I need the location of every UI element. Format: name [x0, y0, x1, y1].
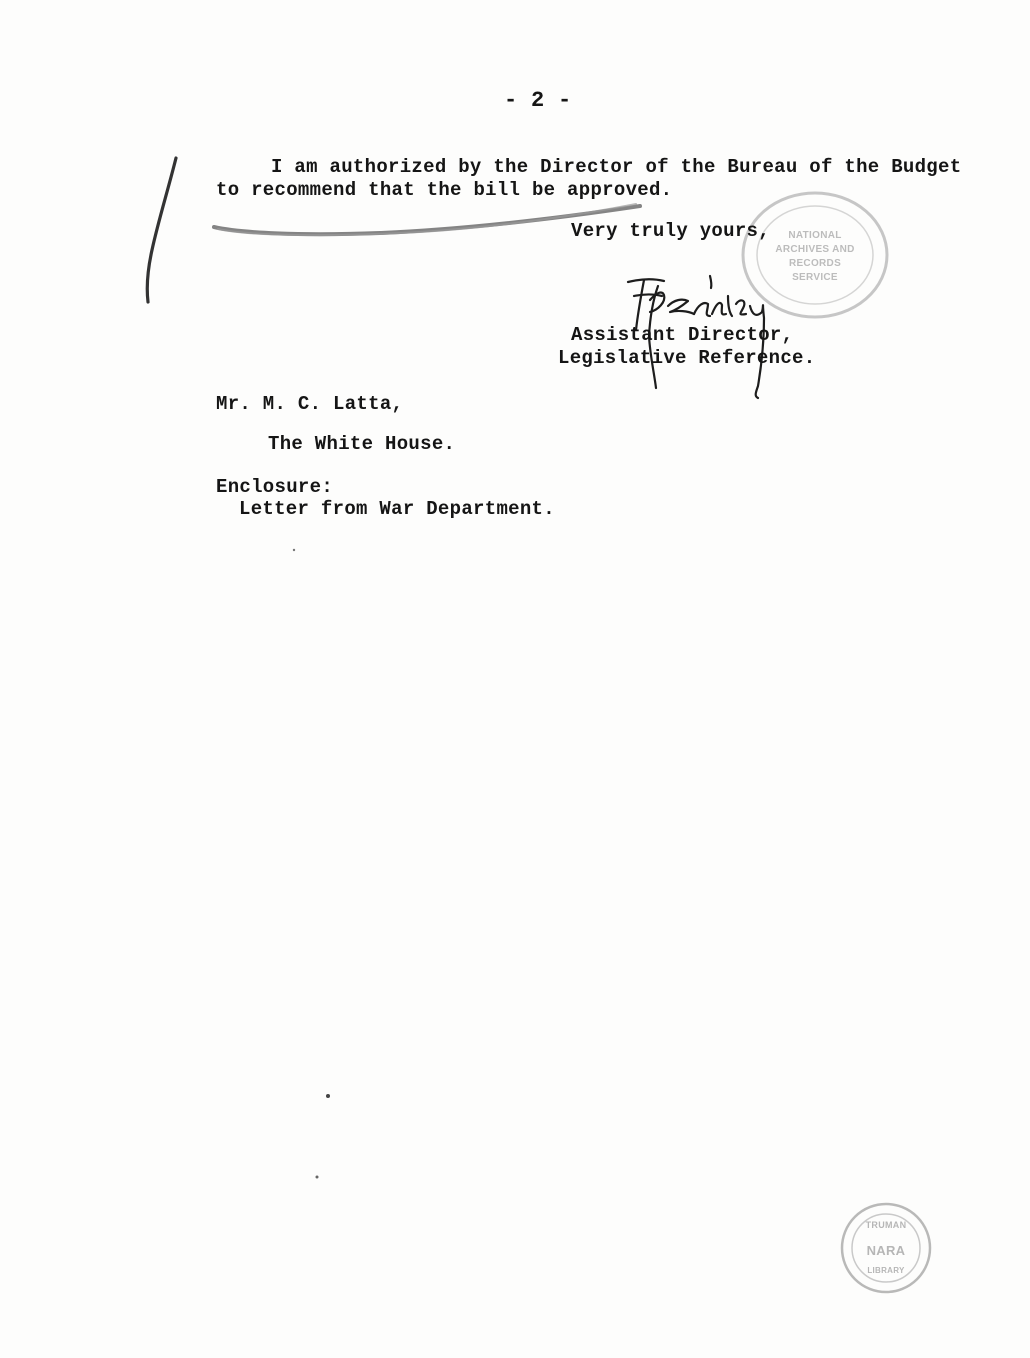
signatory-title-line-1: Assistant Director, [571, 324, 794, 346]
nara-seal [842, 1204, 930, 1292]
body-text-line-1: I am authorized by the Director of the Bureau of the Budget [271, 156, 962, 178]
svg-text:RECORDS: RECORDS [788, 258, 842, 269]
closing-salutation: Very truly yours, [571, 220, 770, 242]
addressee-location: The White House. [268, 433, 456, 455]
enclosure-label: Enclosure: [216, 476, 334, 498]
svg-text:LIBRARY: LIBRARY [867, 1266, 905, 1275]
addressee-name: Mr. M. C. Latta, [216, 393, 404, 415]
svg-text:NATIONAL: NATIONAL [788, 230, 842, 241]
enclosure-item: Letter from War Department. [239, 498, 555, 520]
svg-text:SERVICE: SERVICE [792, 272, 838, 283]
margin-pencil-mark [147, 158, 176, 302]
svg-text:TRUMAN: TRUMAN [865, 1220, 907, 1230]
svg-text:NARA: NARA [866, 1243, 906, 1258]
page-number: - 2 - [504, 88, 572, 113]
body-text-line-2: to recommend that the bill be approved. [216, 179, 673, 201]
signatory-title-line-2: Legislative Reference. [558, 347, 816, 369]
archive-stamp [743, 193, 887, 317]
svg-text:ARCHIVES AND: ARCHIVES AND [775, 244, 855, 255]
